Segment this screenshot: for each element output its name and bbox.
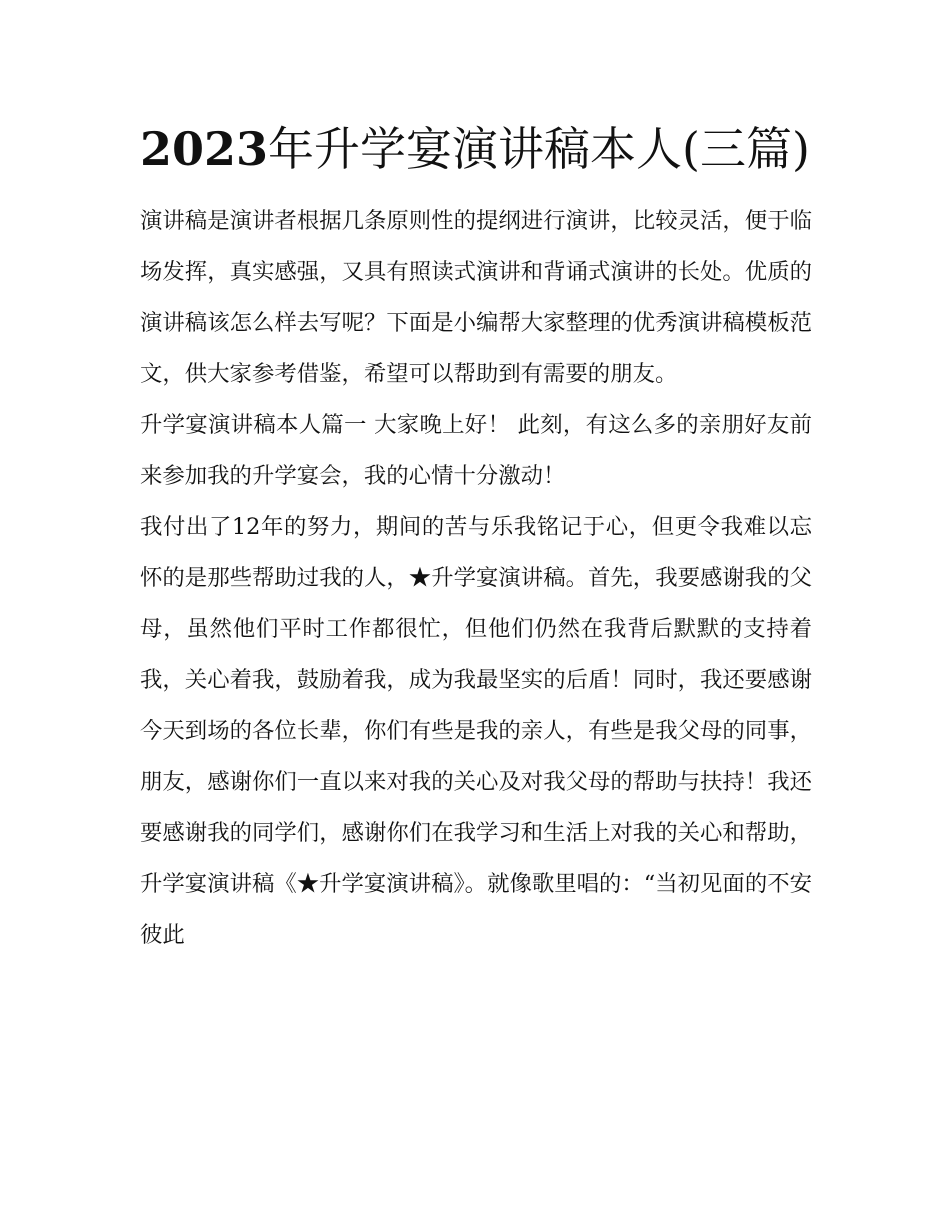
section-one-opening-paragraph: 升学宴演讲稿本人篇一 大家晚上好！ 此刻，有这么多的亲朋好友前来参加我的升学宴会，我的心情十分激动！ xyxy=(140,412,812,489)
document-content xyxy=(140,112,812,961)
title-year: 2023 xyxy=(140,122,269,176)
section-one-body-paragraph: 我付出了12年的努力，期间的苦与乐我铭记于心，但更令我难以忘怀的是那些帮助过我的人，★升学宴演讲稿。首先，我要感谢我的父母，虽然他们平时工作都很忙，但他们仍然在我背后默默的支持着我，关心着我，鼓励着我，成为我最坚实的后盾！同时，我还要感谢今天到场的各位长辈，你们有些是我的亲人，有些是我父母的同事，朋友，感谢你们一直以来对我的关心及对我父母的帮助与扶持！我还要感谢我的同学们，感谢你们在我学习和生活上对我的关心和帮助，升学宴演讲稿《★升学宴演讲稿》。就像歌里唱的：“当初见面的不安彼此 xyxy=(140,514,812,948)
document-body xyxy=(140,196,812,961)
title-text: 年升学宴演讲稿本人(三篇) xyxy=(268,122,810,176)
document-title xyxy=(140,112,812,186)
intro-paragraph: 演讲稿是演讲者根据几条原则性的提纲进行演讲，比较灵活，便于临场发挥，真实感强，又具有照读式演讲和背诵式演讲的长处。优质的演讲稿该怎么样去写呢？下面是小编帮大家整理的优秀演讲稿模板范文，供大家参考借鉴，希望可以帮助到有需要的朋友。 xyxy=(140,208,812,387)
